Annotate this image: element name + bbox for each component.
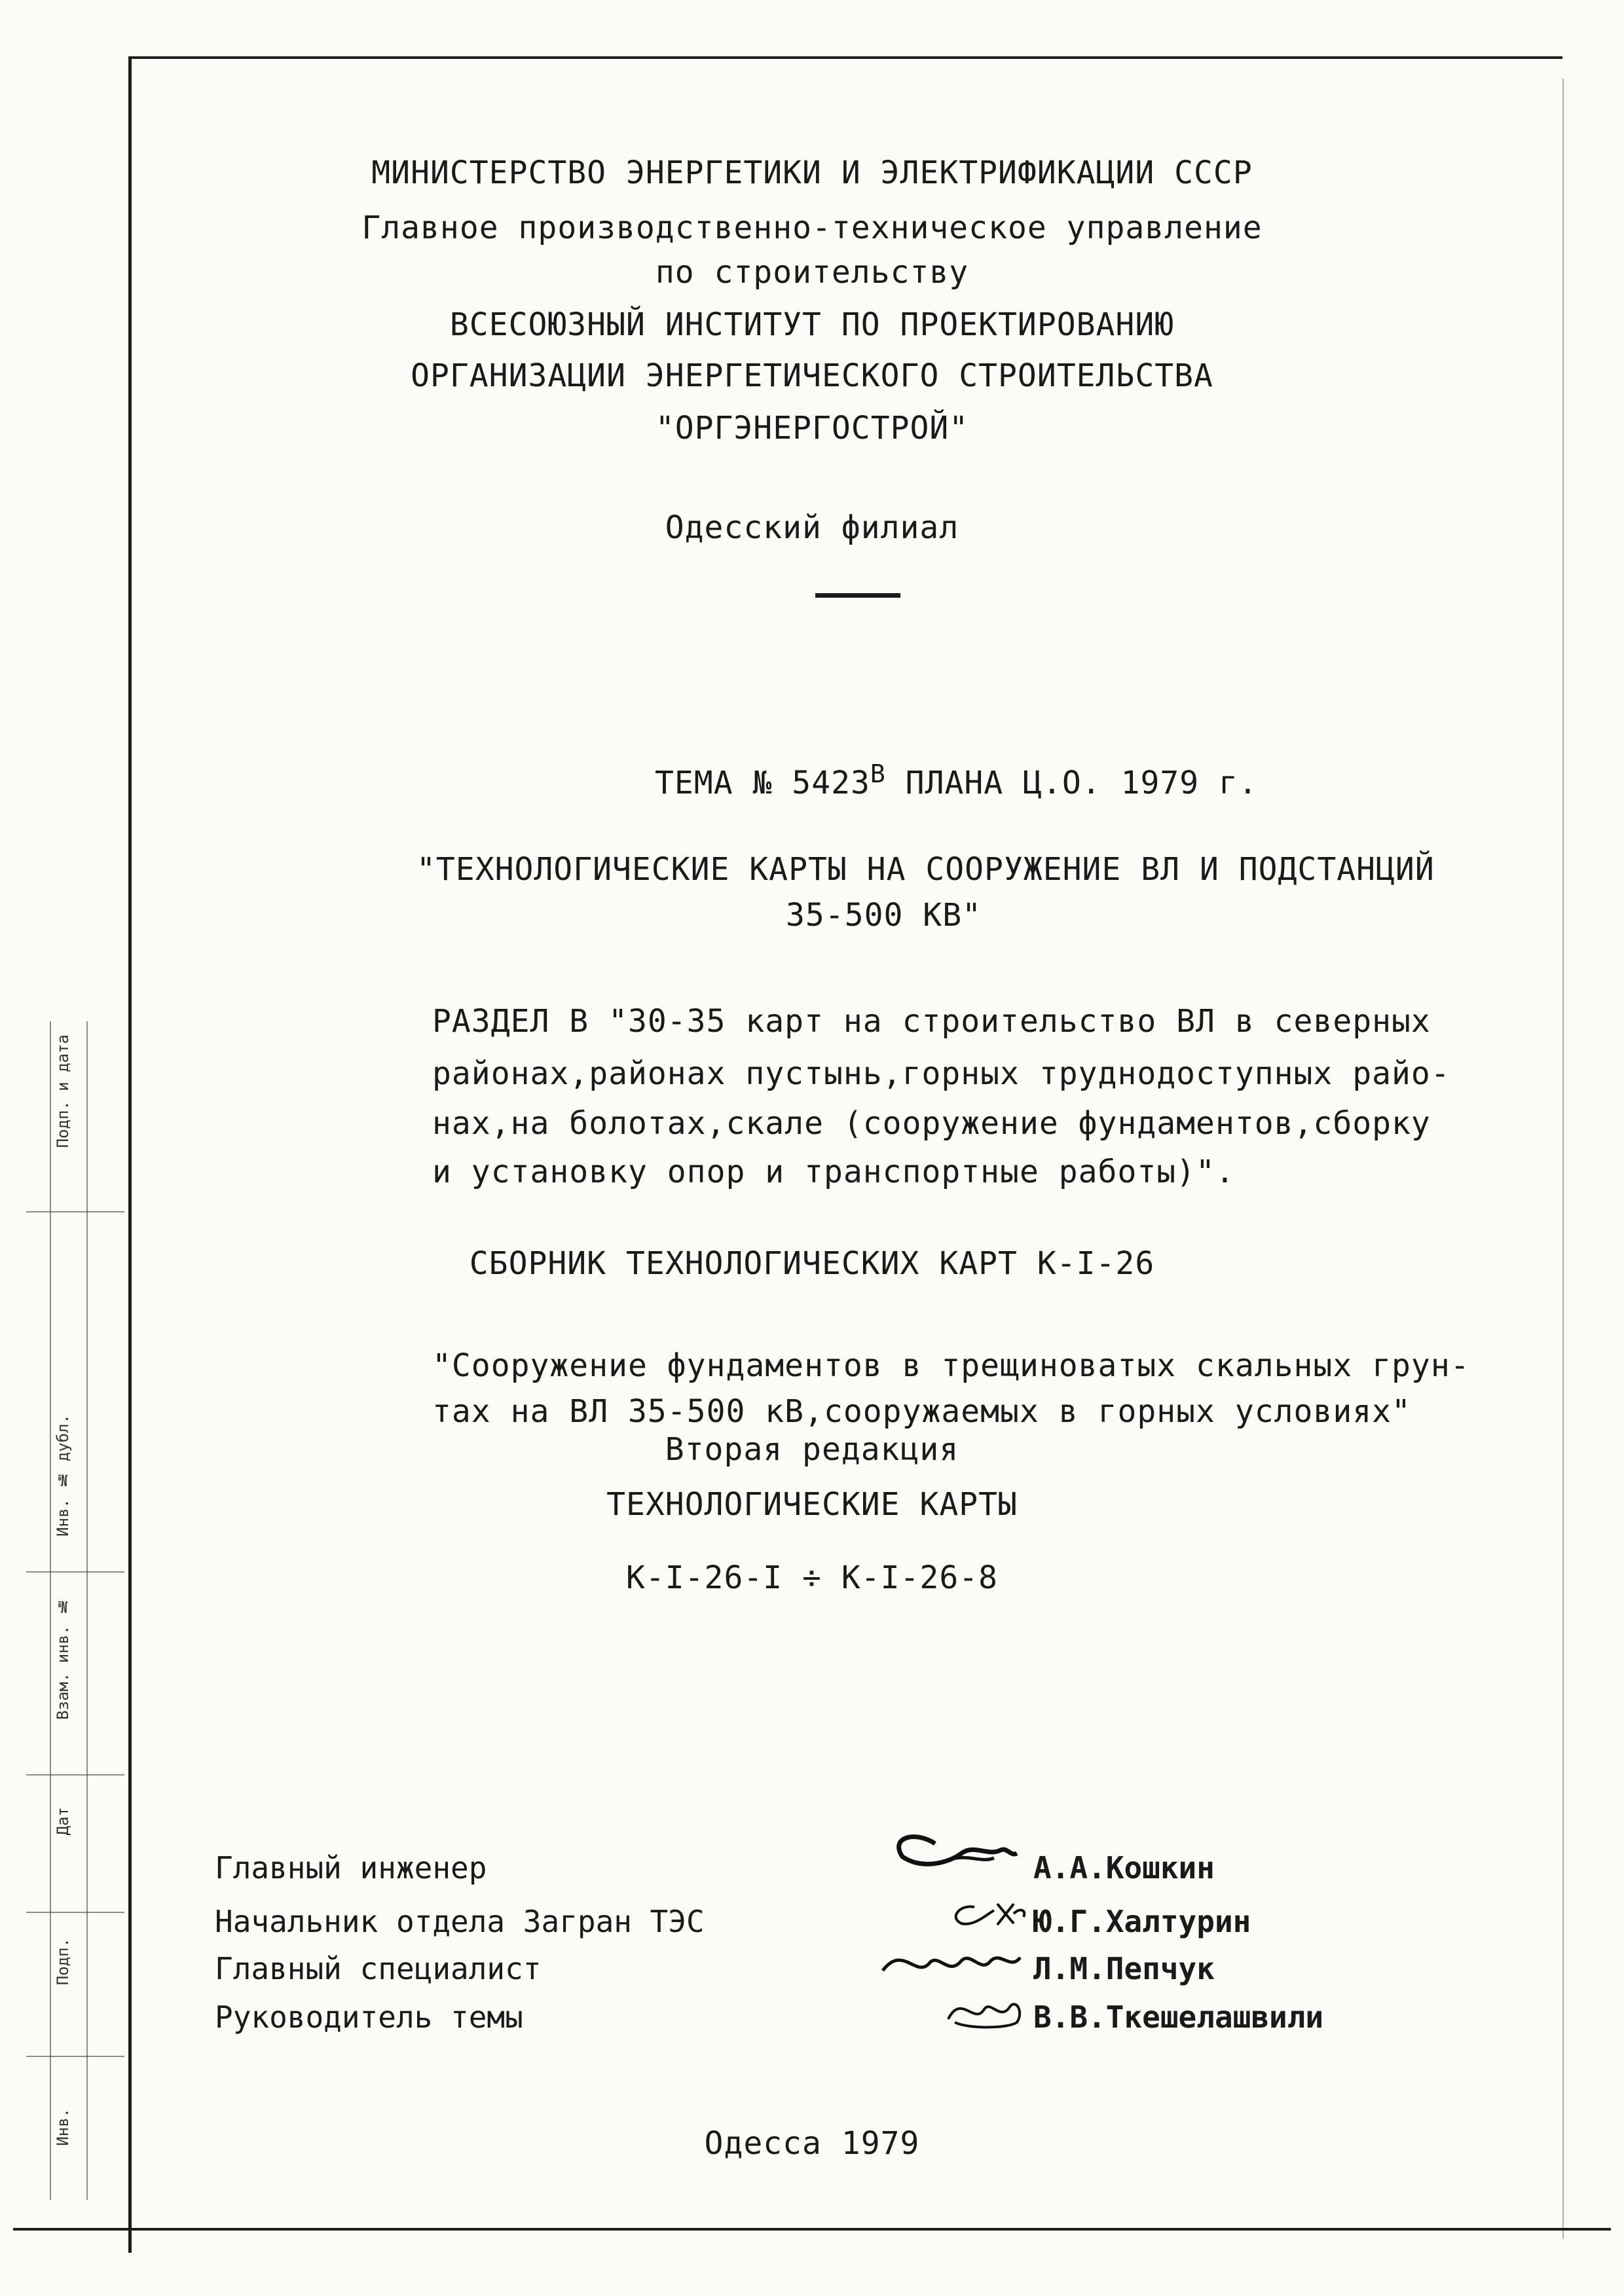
title-line2: 35-500 КВ": [786, 897, 982, 934]
margin-stamp: [26, 1021, 124, 2200]
signature-role: Главный специалист: [215, 1951, 542, 1986]
institute-line2: ОРГАНИЗАЦИИ ЭНЕРГЕТИЧЕСКОГО СТРОИТЕЛЬСТВА: [411, 357, 1213, 394]
edition: Вторая редакция: [665, 1431, 959, 1468]
frame-bottom-border: [13, 2228, 1611, 2231]
subject-line2: тах на ВЛ 35-500 кВ,сооружаемых в горных условиях": [432, 1393, 1411, 1430]
institute-line1: ВСЕСОЮЗНЫЙ ИНСТИТУТ ПО ПРОЕКТИРОВАНИЮ: [449, 306, 1175, 343]
stamp-rule: [26, 1912, 124, 1913]
handwritten-signature: [752, 1973, 1027, 2045]
theme-superscript: В: [870, 759, 886, 788]
signature-name: А.А.Кошкин: [1033, 1850, 1215, 1886]
theme-plan: ПЛАНА Ц.О. 1979 г.: [885, 765, 1258, 801]
subject-line1: "Сооружение фундаментов в трещиноватых скальных грун-: [432, 1347, 1470, 1384]
section-line1: РАЗДЕЛ В "30-35 карт на строительство ВЛ в северных: [432, 1003, 1431, 1040]
stamp-rule: [26, 1211, 124, 1212]
theme-number: ТЕМА № 5423: [655, 765, 870, 801]
stamp-rule: [26, 2056, 124, 2057]
frame-right-border: [1562, 79, 1564, 2239]
frame-top-border: [130, 56, 1562, 59]
stamp-exchange-inv: Взам. инв. №: [54, 1597, 72, 1720]
directorate-line1: Главное производственно-техническое управление: [361, 210, 1263, 246]
section-line4: и установку опор и транспортные работы)".: [432, 1154, 1235, 1190]
signature-name: Л.М.Пепчук: [1033, 1951, 1215, 1986]
branch-name: Одесский филиал: [665, 509, 959, 546]
section-line3: нах,на болотах,скале (сооружение фундаментов,сборку: [432, 1105, 1431, 1142]
title-line1: "ТЕХНОЛОГИЧЕСКИЕ КАРТЫ НА СООРУЖЕНИЕ ВЛ И ПОДСТАНЦИЙ: [416, 851, 1435, 888]
stamp-dup-inv: Инв. № дубл.: [54, 1414, 72, 1537]
cards-range: К-I-26-I ÷ К-I-26-8: [625, 1559, 999, 1596]
stamp-rule: [50, 1021, 51, 2200]
signature-row: [215, 1999, 1393, 2045]
stamp-sign-date: Подп. и дата: [54, 1034, 72, 1148]
signature-name: Ю.Г.Халтурин: [1033, 1904, 1251, 1939]
cards-label: ТЕХНОЛОГИЧЕСКИЕ КАРТЫ: [606, 1486, 1018, 1523]
institute-name: "ОРГЭНЕРГОСТРОЙ": [655, 410, 969, 446]
stamp-rule: [86, 1021, 88, 2200]
place-year: Одесса 1979: [704, 2125, 920, 2162]
stamp-inv-no: Инв.: [54, 2108, 72, 2146]
stamp-sign: Подп.: [54, 1938, 72, 1986]
stamp-date: Дат: [54, 1807, 72, 1836]
directorate-line2: по строительству: [655, 254, 969, 291]
stamp-rule: [26, 1774, 124, 1776]
ministry-title: МИНИСТЕРСТВО ЭНЕРГЕТИКИ И ЭЛЕКТРИФИКАЦИИ СССР: [371, 155, 1253, 191]
section-line2: районах,районах пустынь,горных труднодоступных райо-: [432, 1055, 1450, 1092]
collection-title: СБОРНИК ТЕХНОЛОГИЧЕСКИХ КАРТ К-I-26: [469, 1245, 1155, 1282]
theme-line: [655, 759, 1258, 801]
separator-dash: [815, 593, 900, 598]
signature-role: Главный инженер: [215, 1850, 487, 1886]
signature-role: Руководитель темы: [215, 1999, 523, 2035]
signature-role: Начальник отдела Загран ТЭС: [215, 1904, 705, 1939]
signature-name: В.В.Ткешелашвили: [1033, 1999, 1324, 2035]
